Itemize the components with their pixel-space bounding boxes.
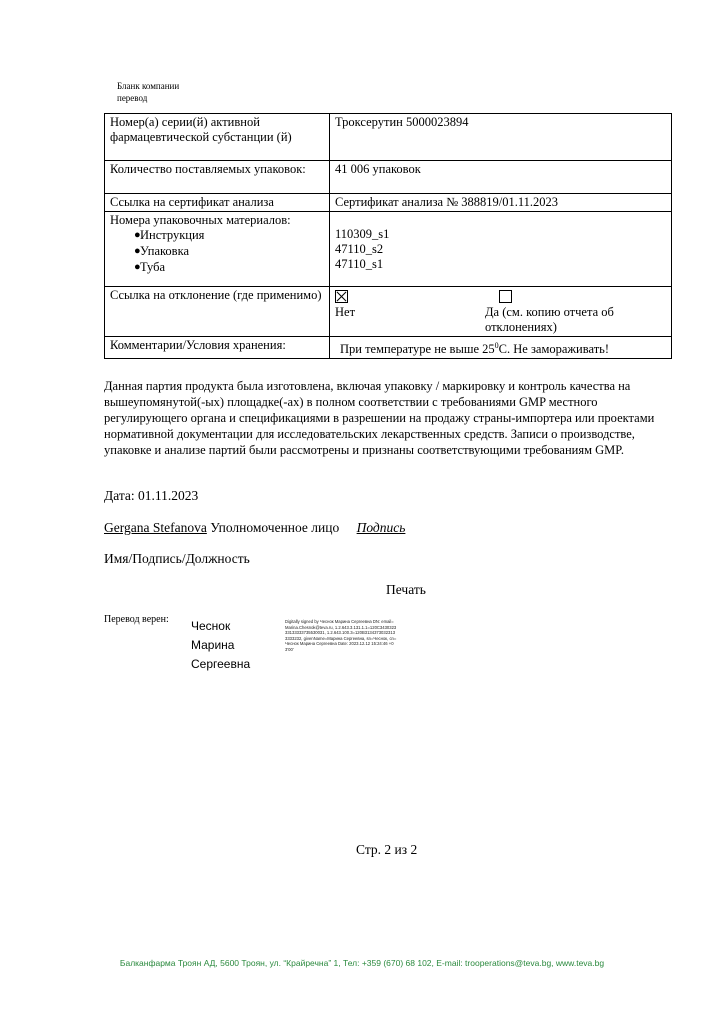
list-item: ● Инструкция [134, 228, 205, 242]
list-item: ● Упаковка [134, 244, 190, 258]
bullet-icon: ● [134, 261, 141, 273]
packaging-value: 110309_s1 [335, 227, 390, 241]
deviation-no-label: Нет [335, 305, 356, 319]
company-blank-line1: Бланк компании [117, 81, 180, 91]
page-number: Стр. 2 из 2 [356, 842, 418, 857]
list-item: ● Туба [134, 260, 166, 274]
company-blank [117, 80, 179, 104]
coa-label: Ссылка на сертификат анализа [105, 194, 330, 212]
gmp-statement: Данная партия продукта была изготовлена, включая упаковку / маркировку и контроль качества на вышеупомянутой(-ых) площадке(-ах) в полном соответствии с требованиями GMP местного регулирующего органа и спецификациями в разрешении на продажу страны-импортера или проектами нормативной документации для исследовательских лекарственных средств. Записи о производстве, упаковке и анализе партий были рассмотрены и признаны соответствующими требованиям GMP. [104, 379, 655, 457]
comments-label: Комментарии/Условия хранения: [105, 337, 330, 359]
translation-verified-label: Перевод верен: [104, 614, 169, 625]
bullet-icon: ● [134, 245, 141, 257]
deviation-yes-checkbox[interactable] [499, 290, 512, 303]
table-row [105, 287, 672, 337]
packaging-values [330, 212, 672, 287]
table-row [105, 212, 672, 287]
company-blank-line2: перевод [117, 93, 148, 103]
table-row [105, 161, 672, 194]
deviation-options [330, 287, 672, 337]
qty-label: Количество поставляемых упаковок: [105, 161, 330, 194]
deviation-no-checkbox[interactable] [335, 290, 348, 303]
signature: Подпись [356, 520, 406, 535]
table-row [105, 114, 672, 161]
date-line: Дата: 01.11.2023 [104, 488, 199, 503]
footer-company-info: Балканфарма Троян АД, 5600 Троян, ул. “Крайречна” 1, Тел: +359 (670) 68 102, E-mail: trooperations@teva.bg, www.teva.bg [119, 958, 605, 968]
name-role-line: Имя/Подпись/Должность [104, 551, 250, 566]
packaging-list [110, 228, 324, 276]
comments-value: При температуре не выше $25^0С$. Не замораживать! [330, 337, 672, 359]
signer-line [104, 520, 405, 536]
translator-name: Чеснок Марина Сергеевна [191, 619, 251, 671]
batch-value: Троксерутин 5000023894 [330, 114, 672, 161]
table-row [105, 337, 672, 359]
packaging-value: 47110_s2 [335, 242, 384, 256]
qty-value: 41 006 упаковок [330, 161, 672, 194]
batch-info-table [104, 113, 672, 359]
bullet-icon: ● [134, 229, 141, 241]
digital-signature-details: Digitally signed by Чеснок Марина Сергеевна DN: email=Marina.Chesnok@teva.ru, 1.2.643.3.131.1.1=120C343032333133333735530031, 1.2.643.100.3=120B31343730323133333232, givenName=Марина Сергеевна, sn=Чеснок, cn=Чеснок Марина Сергеевна Date: 2023.12.12 15:24:46 +03'00' [285, 619, 397, 652]
deviation-yes-label: Да (см. копию отчета об отклонениях) [485, 305, 614, 334]
stamp-label: Печать [386, 582, 426, 597]
packaging-label: Номера упаковочных материалов: [110, 213, 291, 227]
batch-label: Номер(а) серии(й) активной фармацевтической субстанции (й) [105, 114, 330, 161]
deviation-label: Ссылка на отклонение (где применимо) [105, 287, 330, 337]
table-row [105, 194, 672, 212]
signer-name: Gergana Stefanova [104, 520, 207, 535]
signer-role: Уполномоченное лицо [210, 520, 340, 535]
packaging-cell [105, 212, 330, 287]
coa-value: Сертификат анализа № 388819/01.11.2023 [330, 194, 672, 212]
packaging-value: 47110_s1 [335, 257, 384, 271]
